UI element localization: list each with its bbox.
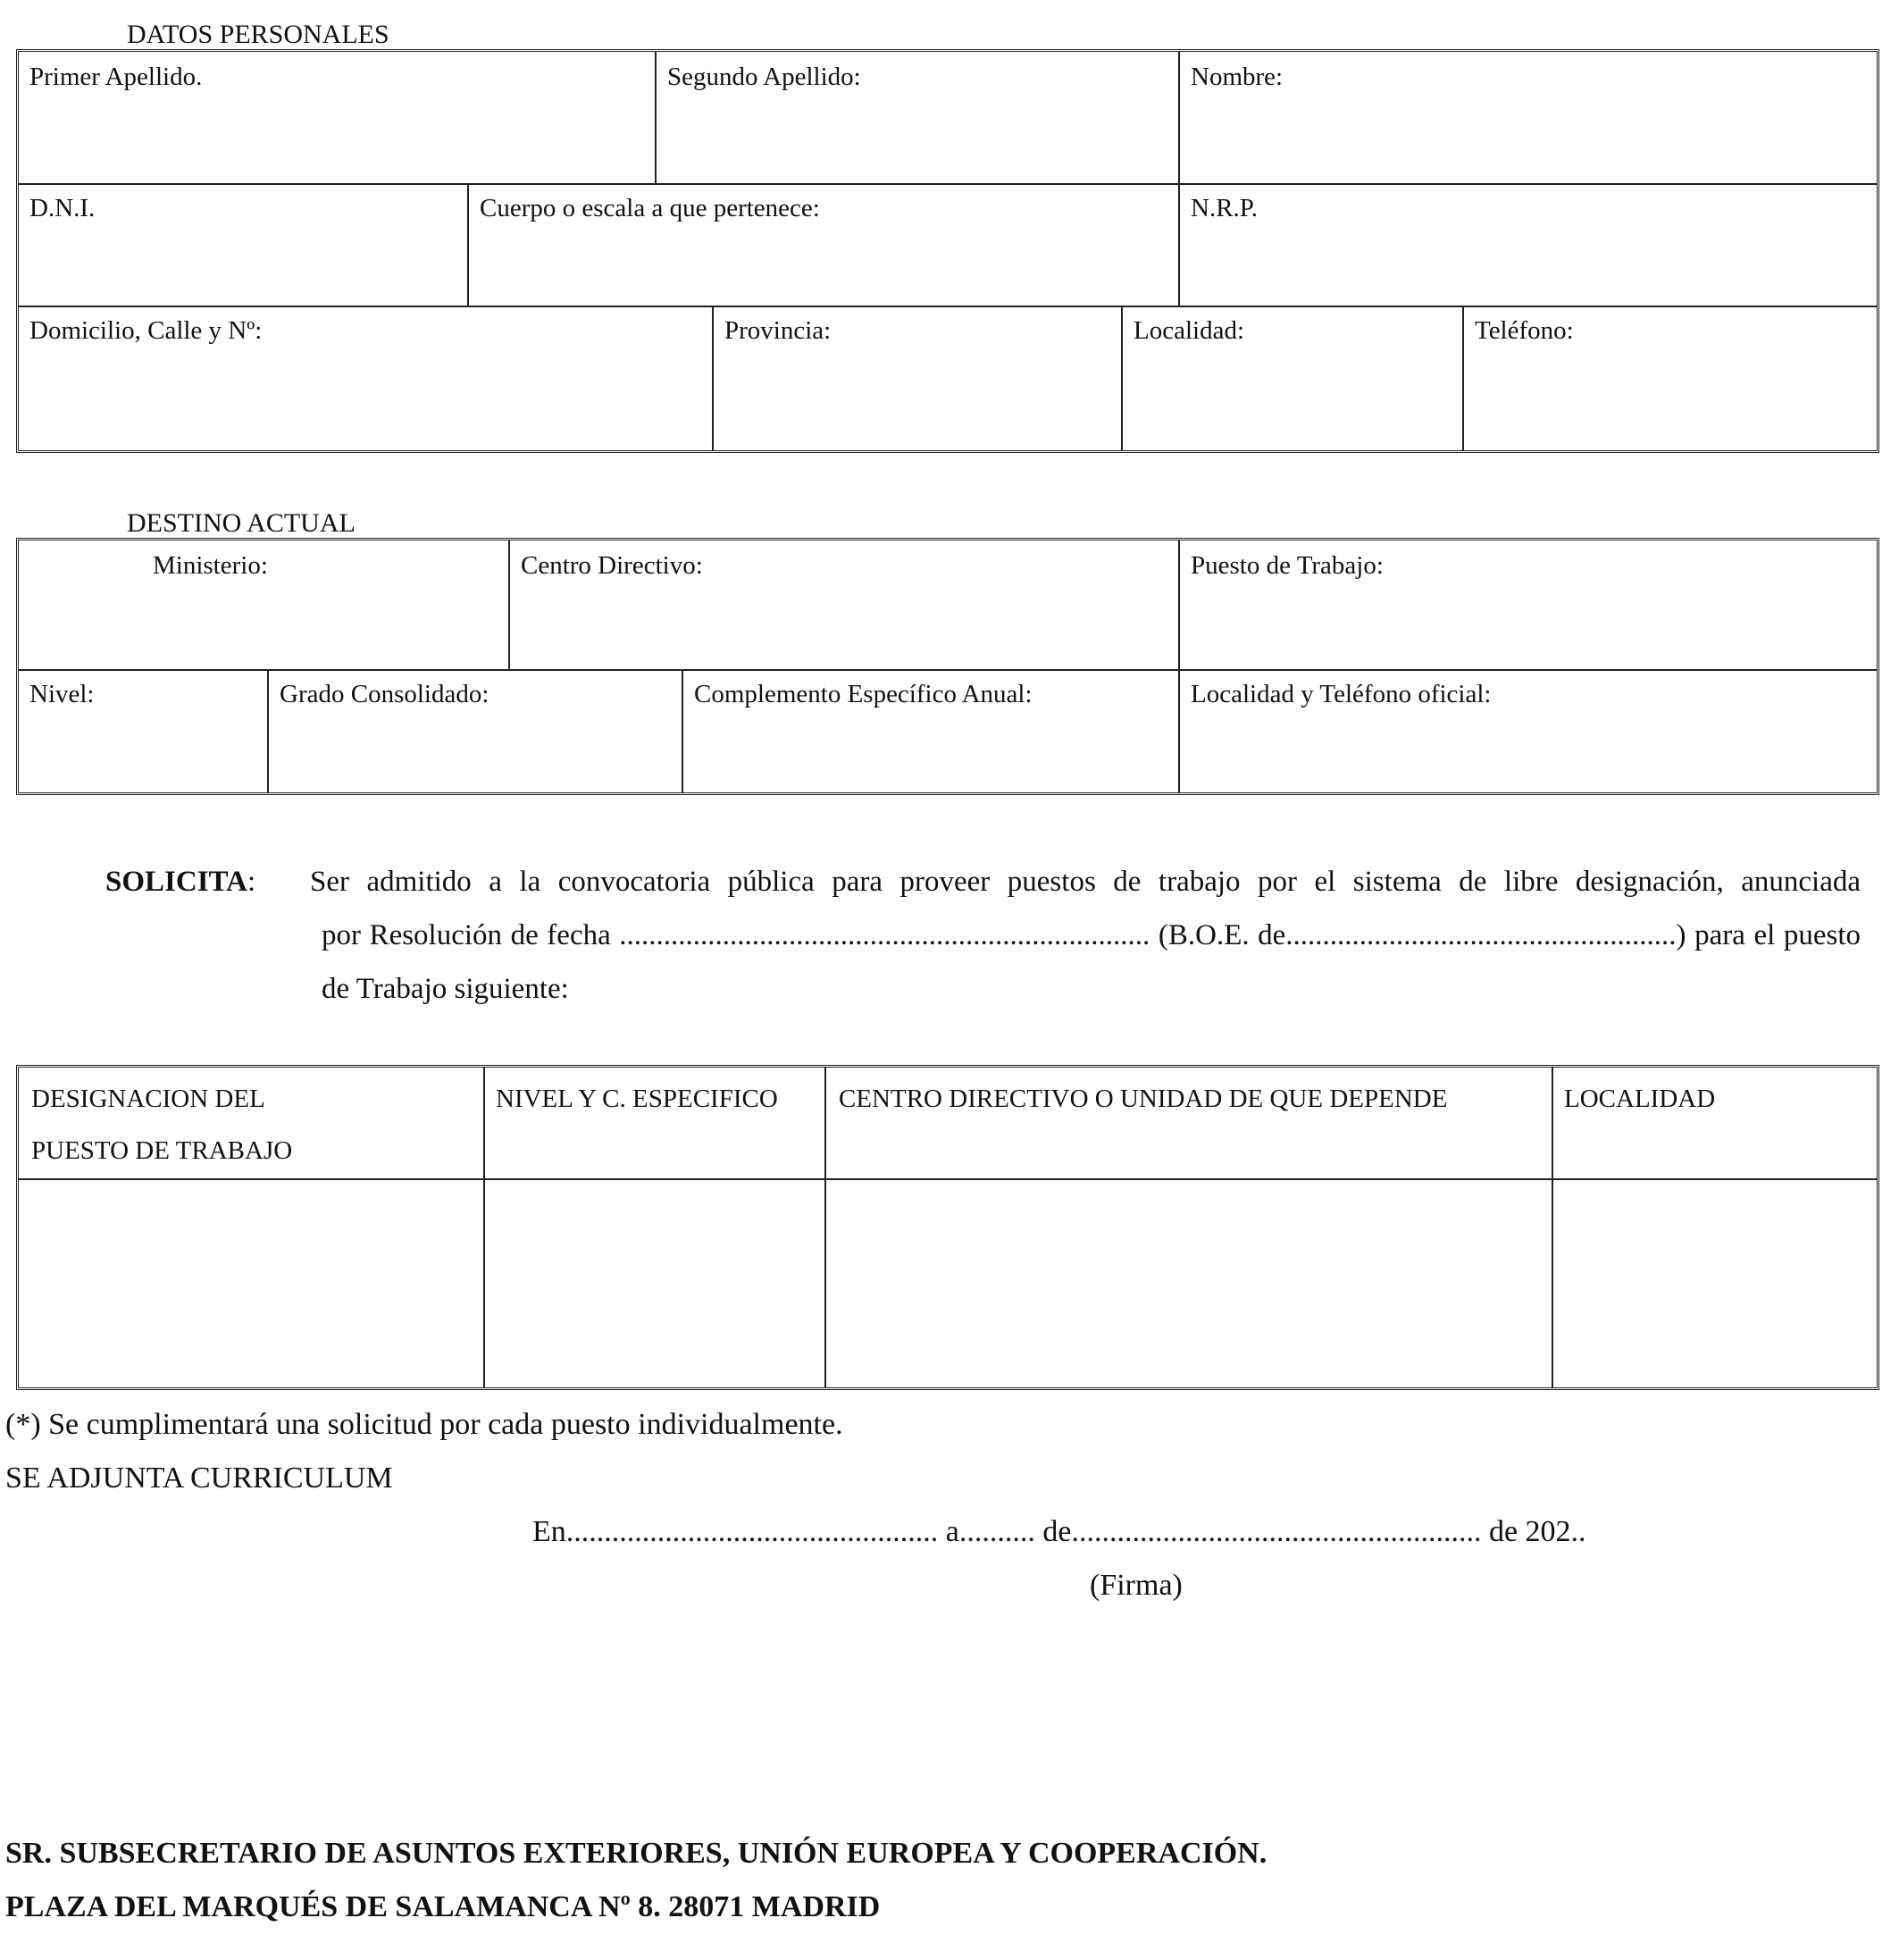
field-telefono[interactable] — [1464, 306, 1877, 450]
complemento-label: Complemento Específico Anual: — [694, 680, 1033, 708]
cuerpo-label: Cuerpo o escala a que pertenece: — [480, 194, 820, 222]
header-centro-directivo-label: CENTRO DIRECTIVO O UNIDAD DE QUE DEPENDE — [839, 1085, 1448, 1113]
destino-row-1 — [19, 540, 1877, 671]
field-cuerpo[interactable] — [469, 183, 1180, 306]
personal-row-2 — [19, 183, 1877, 307]
input-designacion[interactable] — [19, 1178, 485, 1387]
localidad-telefono-oficial-label: Localidad y Teléfono oficial: — [1191, 680, 1492, 708]
field-nombre[interactable] — [1180, 52, 1877, 183]
date-line: En................................................. a.......... de...................................................... de 202.. — [532, 1515, 1586, 1548]
provincia-label: Provincia: — [724, 316, 832, 345]
grado-consolidado-label: Grado Consolidado: — [280, 680, 489, 708]
nrp-label: N.R.P. — [1191, 194, 1258, 222]
destino-table — [16, 538, 1879, 795]
addressee-line-1: SR. SUBSECRETARIO DE ASUNTOS EXTERIORES, UNIÓN EUROPEA Y COOPERACIÓN. — [5, 1837, 1267, 1870]
firma-label: (Firma) — [1090, 1569, 1183, 1602]
field-localidad[interactable] — [1123, 306, 1464, 450]
domicilio-label: Domicilio, Calle y Nº: — [29, 316, 263, 345]
note-text: (*) Se cumplimentará una solicitud por cada puesto individualmente. — [5, 1408, 843, 1441]
solicita-line-2: por Resolución de fecha ........................................................................ (B.O.E. de.....................................................) para el puesto — [322, 919, 1861, 951]
header-localidad — [1553, 1068, 1877, 1178]
puesto-table-input-row — [19, 1178, 1877, 1387]
field-nivel[interactable] — [19, 669, 269, 792]
header-designacion-line-2: PUESTO DE TRABAJO — [31, 1136, 293, 1165]
section-title-personal: DATOS PERSONALES — [127, 20, 389, 49]
input-nivel[interactable] — [485, 1178, 826, 1387]
destino-row-2 — [19, 669, 1877, 792]
field-primer-apellido[interactable] — [19, 52, 657, 183]
solicita-line-3: de Trabajo siguiente: — [322, 973, 569, 1005]
field-puesto-trabajo[interactable] — [1180, 540, 1877, 669]
telefono-label: Teléfono: — [1475, 316, 1574, 345]
field-complemento[interactable] — [683, 669, 1180, 792]
solicita-line-1: Ser admitido a la convocatoria pública para proveer puestos de trabajo por el sistema de libre designación, anunciada — [310, 866, 1861, 898]
header-centro-directivo — [826, 1068, 1553, 1178]
input-localidad[interactable] — [1553, 1178, 1877, 1387]
section-title-destino: DESTINO ACTUAL — [127, 508, 356, 538]
addressee-line-2: PLAZA DEL MARQUÉS DE SALAMANCA Nº 8. 28071 MADRID — [5, 1890, 881, 1923]
header-nivel-label: NIVEL Y C. ESPECIFICO — [496, 1085, 778, 1113]
solicita-keyword: SOLICITA — [105, 866, 247, 898]
field-ministerio[interactable] — [19, 540, 510, 669]
solicita-label — [105, 867, 255, 897]
input-centro-directivo[interactable] — [826, 1178, 1553, 1387]
personal-row-3 — [19, 306, 1877, 450]
header-localidad-label: LOCALIDAD — [1564, 1085, 1716, 1113]
puesto-trabajo-label: Puesto de Trabajo: — [1191, 551, 1384, 580]
field-provincia[interactable] — [714, 306, 1123, 450]
field-segundo-apellido[interactable] — [657, 52, 1180, 183]
localidad-label: Localidad: — [1134, 316, 1245, 345]
field-nrp[interactable] — [1180, 183, 1877, 306]
centro-directivo-label: Centro Directivo: — [521, 551, 703, 580]
personal-row-1 — [19, 52, 1877, 185]
puesto-table-header-row — [19, 1068, 1877, 1180]
personal-data-table — [16, 49, 1879, 453]
nombre-label: Nombre: — [1191, 63, 1284, 91]
curriculum-text: SE ADJUNTA CURRICULUM — [5, 1462, 393, 1495]
field-grado-consolidado[interactable] — [269, 669, 683, 792]
header-designacion-line-1: DESIGNACION DEL — [31, 1085, 265, 1113]
field-dni[interactable] — [19, 183, 469, 306]
field-domicilio[interactable] — [19, 306, 714, 450]
header-nivel — [485, 1068, 826, 1178]
dni-label: D.N.I. — [29, 194, 96, 222]
ministerio-label: Ministerio: — [153, 551, 268, 580]
field-centro-directivo[interactable] — [510, 540, 1180, 669]
header-designacion — [19, 1068, 485, 1178]
solicita-colon: : — [247, 866, 256, 898]
segundo-apellido-label: Segundo Apellido: — [667, 63, 861, 91]
nivel-label: Nivel: — [29, 680, 95, 708]
primer-apellido-label: Primer Apellido. — [29, 63, 203, 91]
puesto-table — [16, 1065, 1879, 1390]
field-localidad-telefono-oficial[interactable] — [1180, 669, 1877, 792]
